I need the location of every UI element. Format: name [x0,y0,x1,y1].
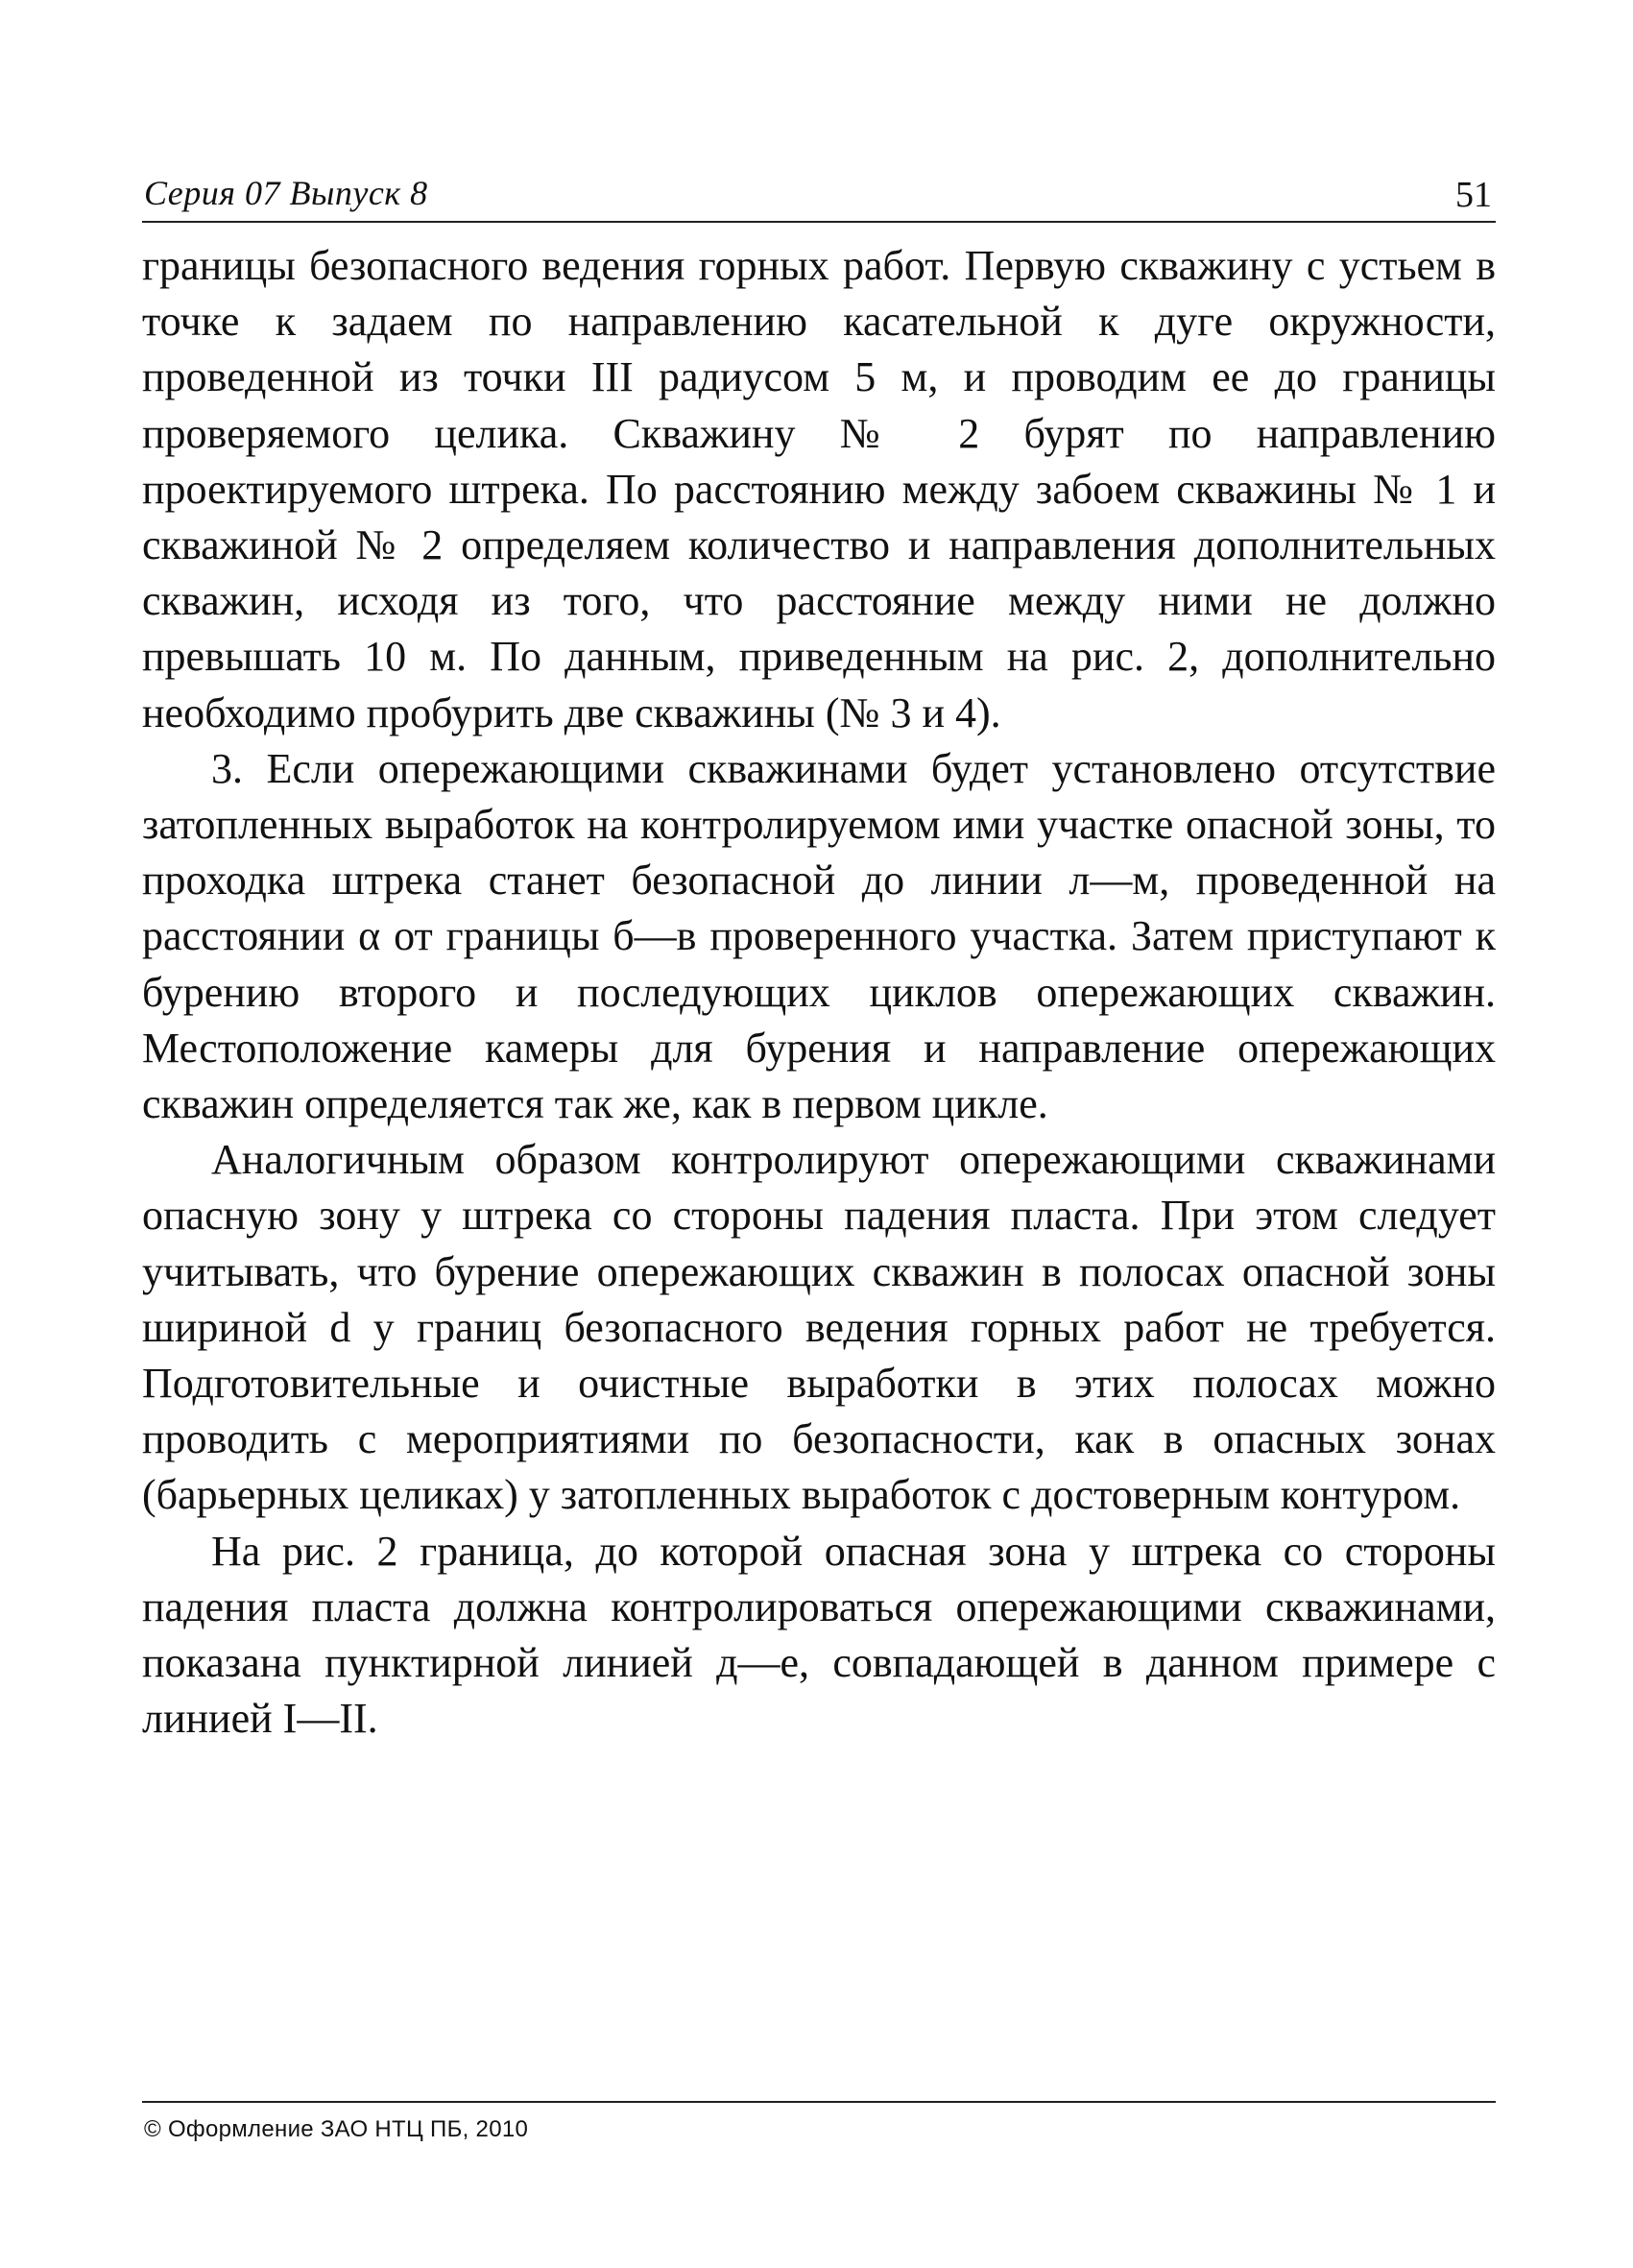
paragraph-item-3: 3. Если опережающими скважинами будет установлено отсутствие затопленных выработок на контролируемом ими участке опасной зоны, то проходка штрека станет безопасной до линии л—м, проведенной на расстоянии α от границы б—в проверенного участка. Затем приступают к бурению второго и последующих циклов опережающих скважин. Местоположение камеры для бурения и направление опережающих скважин определяется так же, как в первом цикле. [142,744,1496,1128]
page-number: 51 [1455,175,1492,215]
document-page [142,144,1496,2170]
running-header [142,171,1496,223]
paragraph-dip-side-control: Аналогичным образом контролируют опережающими скважинами опасную зону у штрека со стороны падения пласта. При этом следует учитывать, что бурение опережающих скважин в полосах опасной зоны шириной d у границ безопасного ведения горных работ не требуется. Подготовительные и очистные выработки в этих полосах можно проводить с мероприятиями по безопасности, как в опасных зонах (барьерных целиках) у затопленных выработок с достоверным контуром. [142,1136,1496,1519]
body-text [142,238,1496,1747]
paragraph-figure-2-boundary: На рис. 2 граница, до которой опасная зона у штрека со стороны падения пласта должна контролироваться опережающими скважинами, показана пунктирной линией д—е, совпадающей в данном примере с линией I—II. [142,1527,1496,1743]
copyright-notice: © Оформление ЗАО НТЦ ПБ, 2010 [144,2116,529,2142]
page-footer [142,2101,1496,2145]
series-title: Серия 07 Выпуск 8 [144,174,428,212]
paragraph-continuation: границы безопасного ведения горных работ. Первую скважину с устьем в точке к задаем по направлению касательной к дуге окружности, проведенной из точки III радиусом 5 м, и проводим ее до границы проверяемого целика. Скважину № 2 бурят по направлению проектируемого штрека. По расстоянию между забоем скважины № 1 и скважиной № 2 определяем количество и направления дополнительных скважин, исходя из того, что расстояние между ними не должно превышать 10 м. По данным, приведенным на рис. 2, дополнительно необходимо пробурить две скважины (№ 3 и 4). [142,242,1496,736]
